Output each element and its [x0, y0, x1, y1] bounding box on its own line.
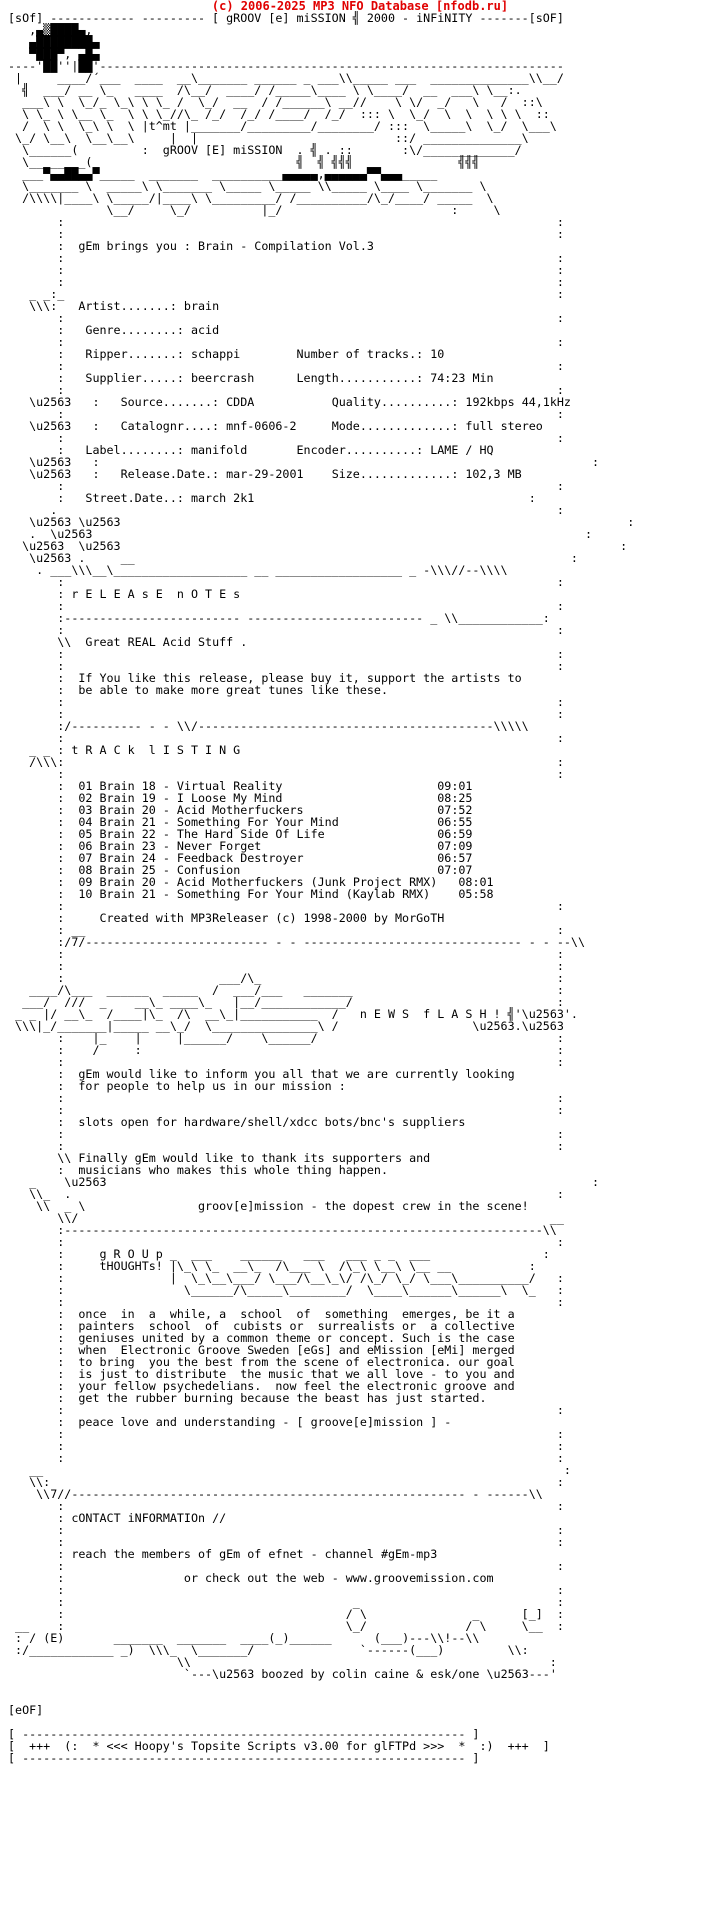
track-time: 07:09 [437, 839, 473, 853]
thoughts-p4: when Electronic Groove Sweden [eGs] and eMission [eMi] merged [78, 1343, 515, 1357]
ripper-value: schappi [190, 347, 241, 361]
tracklisting-title: t R A C k l I S T I N G [71, 743, 241, 757]
news-line-5: musicians who makes this whole thing happen. [78, 1163, 388, 1177]
logo-art-line: ▀███▀, ▄█▄ [8, 47, 100, 61]
size-value: 102,3 MB [465, 467, 522, 481]
logo-art-line: \_/ \__\ \__\__\ | | ::/ ______________\ [8, 131, 529, 145]
logo-art-line: \_______ \ _____\ \_______ \_____ \_____ \\_____ \____ \_______ \ [8, 179, 487, 193]
track-title: Brain 23 - Never Forget [99, 839, 262, 853]
topsite-border-bottom: [ --------------------------------------------------------------- ] [8, 1751, 480, 1765]
tracks-count-value: 10 [430, 347, 445, 361]
artist-value: brain [183, 299, 220, 313]
track-time: 08:01 [458, 875, 494, 889]
release-notes-line-2: If You like this release, please buy it, support the artists to [78, 671, 522, 685]
news-line-6: groov[e]mission - the dopest crew in the scene! [198, 1199, 529, 1213]
track-title: Brain 21 - Something For Your Mind [99, 815, 339, 829]
track-num: 03 [78, 803, 93, 817]
boozed-by: boozed by colin caine & esk/one [261, 1667, 480, 1681]
source-value: CDDA [226, 395, 255, 409]
track-title: Brain 22 - The Hard Side Of Life [99, 827, 325, 841]
label-value: manifold [190, 443, 248, 457]
thoughts-p9: peace love and understanding - [ groove[e]mission ] - [78, 1415, 452, 1429]
encoder-value: LAME / HQ [430, 443, 494, 457]
track-time: 07:52 [437, 803, 473, 817]
site-credit: (c) 2006-2025 MP3 NFO Database [nfodb.ru] [211, 0, 509, 13]
contact-title: cONTACT iNFORMATIOn // [71, 1511, 227, 1525]
logo-art-line: / \ \ \_\ \ \ |t^mt |_______/_________/________/ ::: \_____\ \_/ \___\ [8, 119, 557, 133]
logo-art-line: ___▀▄▄██▄▄▀_____ _______ __________▄▄▄▄▄,▄▄▄▄▄▄▀▀▄▄▄_____ [8, 167, 438, 181]
catalognr-value: mnf-0606-2 [226, 419, 297, 433]
street-date-value: march 2k1 [190, 491, 255, 505]
genre-value: acid [190, 323, 220, 337]
logo-art-line: \ \_ \ \__ \_ \ \ \_//\_ /_/ /_/ /____/ /_/ ::: \ \_/ \ \ \ \ \ :: [8, 107, 550, 121]
track-num: 08 [78, 863, 93, 877]
logo-art-line: /\\\\|____\ \_____/|____\ \_________/ /__________/\_/____/ _____ \ [8, 191, 494, 205]
release-date-value: mar-29-2001 [226, 467, 304, 481]
thoughts-p1: once in a while, a school of something emerges, be it a [78, 1307, 515, 1321]
release-notes-line-1: Great REAL Acid Stuff . [85, 635, 248, 649]
logo-art-line: ,▄▒████▄, [8, 23, 93, 37]
logo-art-line: \______( : gROOV [E] miSSION . ╣ . :: :\/_____________/ [8, 143, 522, 157]
group-thoughts-title-2: tHOUGHTs! [99, 1259, 163, 1273]
thoughts-p3: geniuses united by a common theme or concept. Such is the case [78, 1331, 515, 1345]
logo-art-line: ╣ ___/ __ \_ ____ /\__/ ____/ /_____\____ \ \____/ __ ___\ \__:. [8, 83, 522, 97]
topsite-border-top: [ --------------------------------------------------------------- ] [8, 1727, 480, 1741]
logo-art-line: ▄████████▄ [8, 35, 100, 49]
thoughts-p6: is just to distribute the music that we all love - to you and [78, 1367, 515, 1381]
eof-marker: [eOF] [8, 1703, 44, 1717]
tracklist-footer: Created with MP3Releaser (c) 1998-2000 by MorGoTH [99, 911, 445, 925]
intro-brings: gEm brings you : Brain - Compilation Vol.3 [78, 239, 374, 253]
track-time: 05:58 [458, 887, 494, 901]
track-time: 06:55 [437, 815, 473, 829]
track-title: Brain 24 - Feedback Destroyer [99, 851, 304, 865]
track-num: 05 [78, 827, 93, 841]
art-tag-e: (E) [43, 1631, 65, 1645]
length-value: 74:23 Min [430, 371, 494, 385]
track-time: 06:57 [437, 851, 473, 865]
thoughts-p7: your fellow psychedelians. now feel the electronic groove and [78, 1379, 515, 1393]
track-time: 06:59 [437, 827, 473, 841]
news-line-4: Finally gEm would like to thank its supporters and [78, 1151, 431, 1165]
logo-art-line: ___\ \ \_/_ \_\ \ \_ / \_/ __ / /______\ __// \ \/ _/ \ / ::\ [8, 95, 543, 109]
news-line-2: for people to help us in our mission : [78, 1079, 346, 1093]
track-title: Brain 18 - Virtual Reality [99, 779, 283, 793]
track-num: 09 [78, 875, 93, 889]
track-num: 06 [78, 839, 93, 853]
track-num: 07 [78, 851, 93, 865]
track-num: 10 [78, 887, 93, 901]
track-title: Brain 20 - Acid Motherfuckers (Junk Project RMX) [99, 875, 438, 889]
mode-value: full stereo [465, 419, 543, 433]
group-thoughts-title-1: g R O U p [99, 1247, 163, 1261]
track-time: 08:25 [437, 791, 473, 805]
release-notes-line-3: be able to make more great tunes like these. [78, 683, 388, 697]
news-flash-title: n E W S f L A S H ! ╣ [359, 1007, 515, 1021]
track-title: Brain 25 - Confusion [99, 863, 241, 877]
supplier-value: beercrash [190, 371, 255, 385]
track-num: 04 [78, 815, 93, 829]
track-num: 01 [78, 779, 93, 793]
track-time: 09:01 [437, 779, 473, 793]
topsite-scripts-line: [ +++ (: * <<< Hoopy's Topsite Scripts v3.00 for glFTPd >>> * :) +++ ] [8, 1739, 550, 1753]
logo-art-line: ----'██''|██'------------------------------------------------------------------ [8, 59, 564, 73]
news-line-3: slots open for hardware/shell/xdcc bots/bnc's suppliers [78, 1115, 466, 1129]
nfo-text: [sOf] ------------ --------- [ gROOV [e] miSSION ╣ 2000 - iNFiNITY -------[sOF] ,▄▒████▄, ▄████████▄ ▀███▀, ▄█▄ ----'██''|██'------------------------------------------------------------------ | ____/´___ ____ __\_______ ______ _ ___\\_____ ___ ______________\\__/ ╣ ___/ __ \_ ____ /\__/ ____/ /_____\____ \ \____/ __ ___\ \__:. ___\ \ \_/_ \_\ \ \_ / \_/ __ / /______\ __// \ \/ _/ \ / ::\ \ \_ \ \__ \_ \ \ \_//\_ /_/ /_/ /____/ /_/ ::: \ \_/ \ \ \ \ \ :: / \ \ \_\ \ \ |t^mt |_______/_________/________/ ::: \_____\ \_/ \___\ \_/ \__\ \__\__\ | | ::/ ______________\ \______( : gROOV [E] miSSION . ╣ . :: :\/_____________/ \________(_ ╣ ╣ ╣╣╣ ╣╣╣ ___▀▄▄██▄▄▀_____ _______ __________▄▄▄▄▄,▄▄▄▄▄▄▀▀▄▄▄_____ \_______ \ _____\ \_______ \_____ \_____ \\_____ \____ \_______ \ /\\\\|____\ \_____/|____\ \_________/ /__________/\_/____/ _____ \ \__/ \_/ |_/ : \ : : : : : gEm brings you : Brain - Compilation Vol.3 : : : : : : _ _:_ : \\\: Artist.......: brain : : : Genre........: acid : : : Ripper.......: schappi Number of tracks.: 10 : : : Supplier.....: beercrash Length...........: 74:23 Min : : \u2563 : Source.......: CDDA Quality..........: 192kbps 44,1kHz : : \u2563 : Catalognr....: mnf-0606-2 Mode.............: full stereo : : : Label........: manifold Encoder..........: LAME / HQ \u2563 : : \u2563 : Release.Date.: mar-29-2001 Size.............: 102,3 MB : : : Street.Date..: march 2k1 : . : \u2563 \u2563 : . \u2563 : \u2563 \u2563 : \u2563 . __ : . ___\\\__\___________________ __ __________________ _ -\\\//--\\\\ : : : r E L E A s E n O T E s : : :------------------------- ------------------------- _ \\____________: : : \\ Great REAL Acid Stuff . : : : : : If You like this release, please buy it, support the artists to : be able to make more great tunes like these. : : : : :/---------- - - \\/------------------------------------------\\\\\ : : _ _ : t R A C k l I S T I N G /\\\: : : : : 01 Brain 18 - Virtual Reality 09:01 : 02 Brain 19 - I Loose My Mind 08:25 : 03 Brain 20 - Acid Motherfuckers 07:52 : 04 Brain 21 - Something For Your Mind 06:55 : 05 Brain 22 - The Hard Side Of Life 06:59 : 06 Brain 23 - Never Forget 07:09 : 07 Brain 24 - Feedback Destroyer 06:57 : 08 Brain 25 - Confusion 07:07 : 09 Brain 20 - Acid Motherfuckers (Junk Project RMX) 08:01 : 10 Brain 21 - Something For Your Mind (Kaylab RMX) 05:58 : : : Created with MP3Releaser (c) 1998-2000 by MorGoTH : __ : :/7/-------------------------- - - ------------------------------- - - --\\ : : : : : ___/\_ : ____/\___ ______ _____ / ___/___ _______ : ___/ /// _ __\_ ____\_ |__/____________/ : _ _ |/ __\_ /____|\_ /\ __\_|___________ / n E W S f L A S H ! ╣'\u2563'. \\\|_/_______|_____ __\_/ \_______________\ / \u2563.\u2563 : |_ | |______/ \______/ : : / : : : : : gEm would like to inform you all that we are currently looking : for people to help us in our mission : : : : : : slots open for hardware/shell/xdcc bots/bnc's suppliers : : : : \\ Finally gEm would like to thank its supporters and : musicians who makes this whole thing happen. _ \u2563 : \\_ . : \\ _ \ groov[e]mission - the dopest crew in the scene! \\/ __ :--------------------------------------------------------------------\\ : : : g R O U p _ ___ ______ ___ ___ _ _ ___ : : tHOUGHTs! |\_\ \_ __\_ /\___ \ /\_\ \__\ \__ __ : : | \_\__\___/ \___/\__\_\/ /\_/ \_/ \___\__________/ : : \______/\_____\________/ \____\______\______\ \_ : : : : once in a while, a school of something emerges, be it a : painters school of cubists or surrealists or a collective : geniuses united by a common theme or concept. Such is the case : when Electronic Groove Sweden [eGs] and eMission [eMi] merged : to bring you the best from the scene of electronica. our goal : is just to distribute the music that we all love - to you and : your fellow psychedelians. now feel the electronic groove and : get the rubber burning because the beast has just started. : : : peace love and understanding - [ groove[e]mission ] - : : : : : : __ : \\: : \\7//-------------------------------------------------------- - ------\\ : : : cONTACT iNFORMATIOn // : : : : : reach the members of gEm of efnet - channel #gEm-mp3 : : : or check out the web - www.groovemission.com : : : _ : : / \ _ [_] : __ : \_/ / \ \__ : : / (E) _______ _______ ____(_)______ (___)---\\!--\\ :/____________ _) \\\_ \_______/ `------(___) \\: \\ : `---\u2563 boozed by colin caine & esk/one \u2563---' [eOF] [ --------------------------------------------------------------- ] [ +++ (: * <<< Hoopy's Topsite Scripts v3.00 for glFTPd >>> * :) +++ ] [ --------------------------------------------------------------- ] [8, 11, 635, 1765]
logo-art-line: | ____/´___ ____ __\_______ ______ _ ___\\_____ ___ ______________\\__/ [8, 71, 564, 85]
release-notes-title: r E L E A s E n O T E s [71, 587, 241, 601]
track-time: 07:07 [437, 863, 473, 877]
thoughts-p5: to bring you the best from the scene of electronica. our goal [78, 1355, 515, 1369]
quality-value: 192kbps 44,1kHz [465, 395, 571, 409]
track-title: Brain 19 - I Loose My Mind [99, 791, 283, 805]
contact-line-1: reach the members of gEm of efnet - channel #gEm-mp3 [71, 1547, 438, 1561]
track-title: Brain 20 - Acid Motherfuckers [99, 803, 304, 817]
nfo-title-line: [sOf] ------------ --------- [ gROOV [e] miSSION ╣ 2000 - iNFiNITY -------[sOF] [8, 11, 564, 25]
thoughts-p2: painters school of cubists or surrealists or a collective [78, 1319, 515, 1333]
track-title: Brain 21 - Something For Your Mind (Kaylab RMX) [99, 887, 431, 901]
track-num: 02 [78, 791, 93, 805]
logo-art-line: \________(_ ╣ ╣ ╣╣╣ ╣╣╣ [8, 155, 480, 169]
logo-art-line: \__/ \_/ |_/ : \ [8, 203, 501, 217]
news-line-1: gEm would like to inform you all that we are currently looking [78, 1067, 515, 1081]
thoughts-p8: get the rubber burning because the beast has just started. [78, 1391, 487, 1405]
contact-line-2: or check out the web - www.groovemission.com [183, 1571, 494, 1585]
